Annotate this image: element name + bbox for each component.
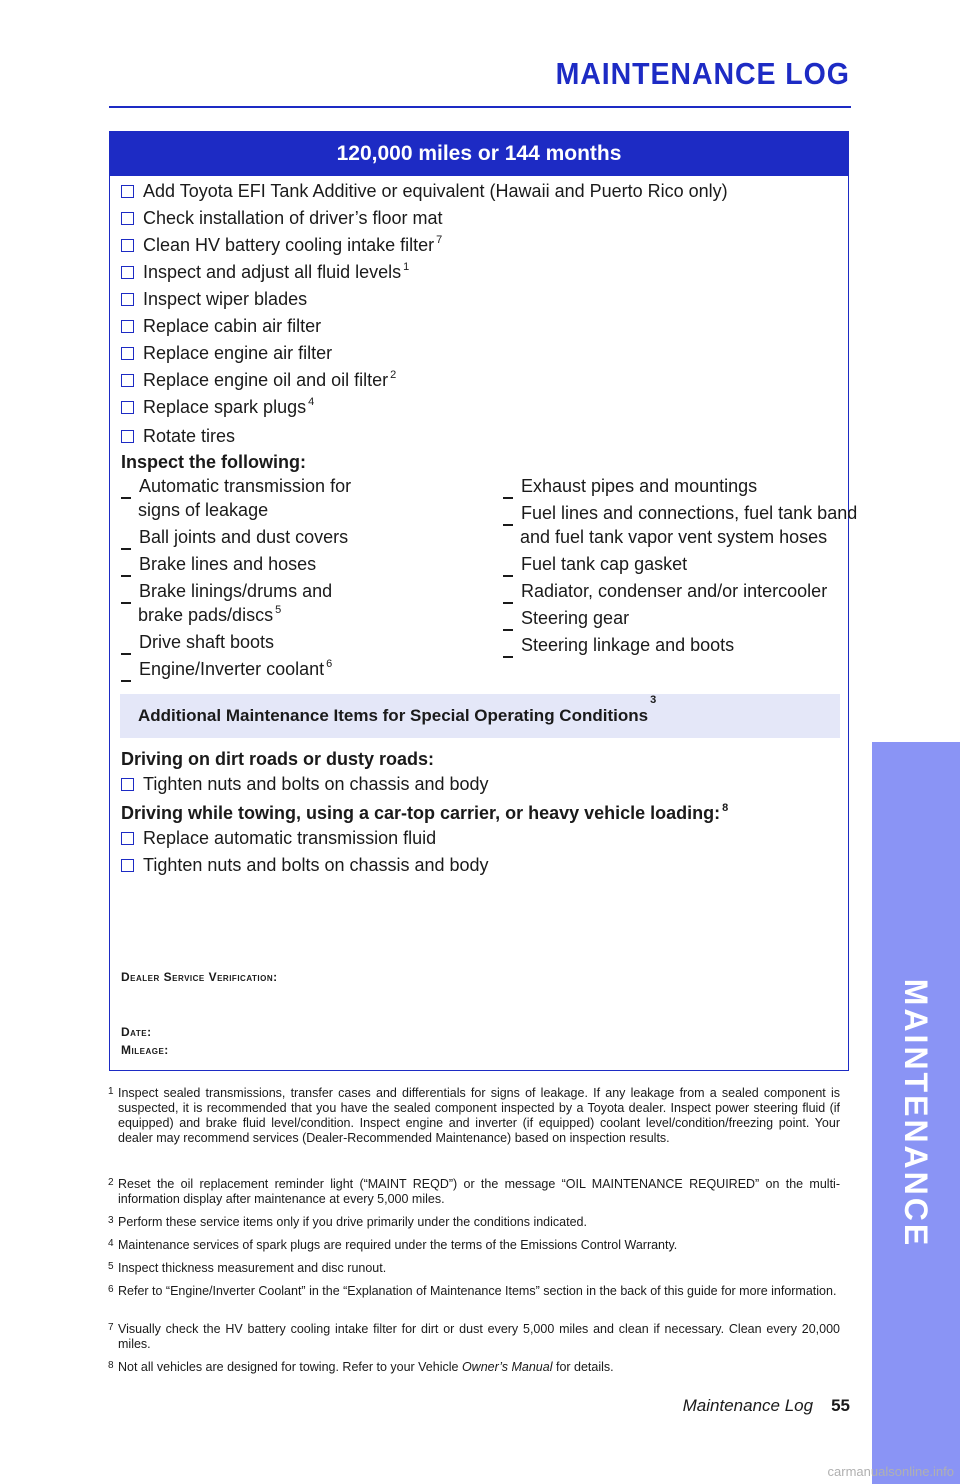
checklist-item[interactable]: Inspect and adjust all fluid levels $^1$ bbox=[121, 261, 409, 283]
checklist-item[interactable]: Replace spark plugs $^4$ bbox=[121, 396, 314, 418]
checklist-item[interactable]: Tighten nuts and bolts on chassis and body bbox=[121, 773, 489, 795]
checkbox-icon[interactable] bbox=[121, 401, 134, 414]
inspect-item: Automatic transmission for bbox=[121, 475, 351, 499]
inspect-item: Engine/Inverter coolant $^6$ bbox=[121, 658, 332, 682]
checkbox-icon[interactable] bbox=[121, 266, 134, 279]
checklist-item[interactable]: Replace engine air filter bbox=[121, 342, 332, 364]
inspect-item: Brake lines and hoses bbox=[121, 553, 316, 577]
maintenance-box bbox=[109, 131, 858, 1071]
page-title: MAINTENANCE LOG bbox=[555, 56, 850, 91]
checklist-item[interactable]: Tighten nuts and bolts on chassis and body bbox=[121, 854, 489, 876]
footnote: 3 Perform these service items only if you drive primarily under the conditions indicated. bbox=[108, 1215, 587, 1229]
checkbox-icon[interactable] bbox=[121, 212, 134, 225]
checklist-item[interactable]: Clean HV battery cooling intake filter $^7$ bbox=[121, 234, 442, 256]
title-divider bbox=[109, 106, 851, 108]
checklist-item[interactable]: Replace automatic transmission fluid bbox=[121, 827, 436, 849]
checkbox-icon[interactable] bbox=[121, 832, 134, 845]
checkbox-icon[interactable] bbox=[121, 293, 134, 306]
inspect-item-cont: signs of leakage bbox=[138, 500, 269, 520]
footnote: 6 Refer to “Engine/Inverter Coolant” in the “Explanation of Maintenance Items” section in the back of this guide for more information. bbox=[108, 1284, 837, 1298]
footnote: 2 Reset the oil replacement reminder light (“MAINT REQD”) or the message “OIL MAINTENANCE REQUIRED” on the multi-information display after maintenance at every 5,000 miles. bbox=[108, 1177, 840, 1206]
inspect-heading: Inspect the following: bbox=[121, 452, 306, 472]
inspect-item-cont: brake pads/discs $^5$ bbox=[138, 604, 282, 625]
inspect-item: Radiator, condenser and/or intercooler bbox=[503, 580, 827, 604]
checkbox-icon[interactable] bbox=[121, 185, 134, 198]
checkbox-icon[interactable] bbox=[121, 778, 134, 791]
footnote: 1 Inspect sealed transmissions, transfer cases and differentials for signs of leakage. If any leakage from a sealed component is suspected, it is recommended that you have the sealed component inspected by a Toyota dealer. Inspect power steering fluid (if equipped) and brake fluid level/condition. Inspect engine and inverter (if equipped) coolant level/condition/freezing point. Your dealer may recommend services (Dealer-Recommended Maintenance) based on inspection results. bbox=[108, 1086, 840, 1145]
checkbox-icon[interactable] bbox=[121, 859, 134, 872]
towing-heading: Driving while towing, using a car-top carrier, or heavy vehicle loading: $^8$ bbox=[121, 802, 729, 823]
section-tab-label: MAINTENANCE bbox=[898, 978, 935, 1248]
checklist-item[interactable]: Check installation of driver’s floor mat bbox=[121, 207, 442, 229]
inspect-item: Brake linings/drums and bbox=[121, 580, 332, 604]
page-footer: Maintenance Log 55 bbox=[682, 1396, 850, 1415]
checkbox-icon[interactable] bbox=[121, 430, 134, 443]
checklist-item[interactable]: Replace engine oil and oil filter $^2$ bbox=[121, 369, 396, 391]
checkbox-icon[interactable] bbox=[121, 239, 134, 252]
dirt-roads-heading: Driving on dirt roads or dusty roads: bbox=[121, 749, 435, 769]
inspect-item: Fuel lines and connections, fuel tank band bbox=[503, 502, 857, 526]
footnote: 7 Visually check the HV battery cooling intake filter for dirt or dust every 5,000 miles and clean if necessary. Clean every 20,000 miles. bbox=[108, 1322, 840, 1351]
mileage-label: Mileage: bbox=[121, 1043, 169, 1057]
interval-heading: 120,000 miles or 144 months bbox=[110, 132, 848, 176]
additional-items-banner: Additional Maintenance Items for Special Operating Conditions$^3$ bbox=[120, 694, 840, 738]
footnote: 5 Inspect thickness measurement and disc runout. bbox=[108, 1261, 387, 1275]
checkbox-icon[interactable] bbox=[121, 347, 134, 360]
page-number: 55 bbox=[831, 1396, 850, 1415]
checkbox-icon[interactable] bbox=[121, 320, 134, 333]
checkbox-icon[interactable] bbox=[121, 374, 134, 387]
footnote: 8 Not all vehicles are designed for towing. Refer to your Vehicle Owner’s Manual for details. bbox=[108, 1360, 614, 1374]
checklist-item[interactable]: Replace cabin air filter bbox=[121, 315, 321, 337]
inspect-item: Fuel tank cap gasket bbox=[503, 553, 687, 577]
watermark: carmanualsonline.info bbox=[827, 1464, 954, 1479]
date-label: Date: bbox=[121, 1025, 152, 1039]
checklist-item[interactable]: Rotate tires bbox=[121, 425, 235, 447]
inspect-item: Steering linkage and boots bbox=[503, 634, 734, 658]
checklist-item[interactable]: Add Toyota EFI Tank Additive or equivalent (Hawaii and Puerto Rico only) bbox=[121, 180, 728, 202]
inspect-item: Ball joints and dust covers bbox=[121, 526, 348, 550]
inspect-item-cont: and fuel tank vapor vent system hoses bbox=[520, 527, 828, 547]
inspect-item: Steering gear bbox=[503, 607, 629, 631]
footnote: 4 Maintenance services of spark plugs are required under the terms of the Emissions Control Warranty. bbox=[108, 1238, 678, 1252]
dealer-verification-label: Dealer Service Verification: bbox=[121, 970, 278, 984]
checklist-item[interactable]: Inspect wiper blades bbox=[121, 288, 307, 310]
inspect-item: Exhaust pipes and mountings bbox=[503, 475, 757, 499]
inspect-item: Drive shaft boots bbox=[121, 631, 274, 655]
